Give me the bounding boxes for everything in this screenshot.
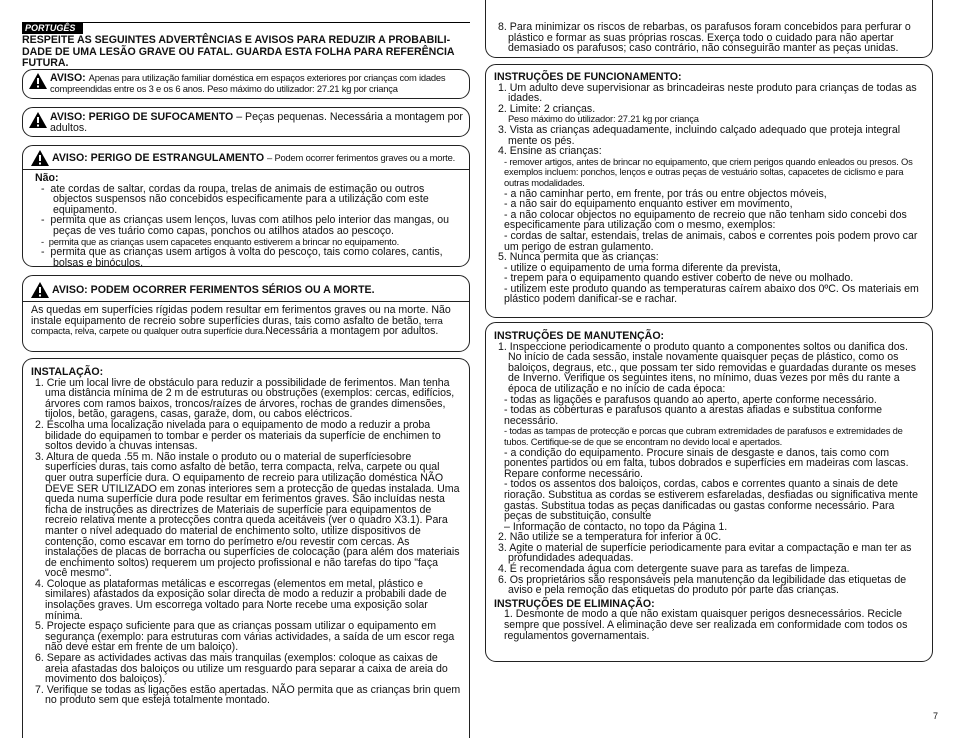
- operating-section: [485, 64, 933, 318]
- list-item: – Informação de contacto, no topo da Página 1.: [504, 520, 728, 533]
- warning-triangle-icon: [31, 282, 49, 298]
- list-item: - permita que as crianças usem capacetes enquanto estiverem a brincar no equipamento.: [41, 235, 400, 247]
- warning-box-choking: [22, 107, 470, 137]
- list-item: - todas as coberturas e parafusos quanto a arestas afiadas e substitua conforme necessário.: [504, 404, 883, 427]
- list-item: 3. Agite o material de superfície periodicamente para evitar a compactação e man ter as profundidades adequadas.: [498, 541, 912, 565]
- list-item: 1. Inspeccione periodicamente o produto quanto a componentes soltos ou danifica dos. No início de cada sessão, instale novamente quaisquer peças de plástico, como os baloiços, degraus, etc., que possam ter sido removidas e guardadas durante os meses de Inverno. Verifique os seguintes itens, no mínimo, duas vezes por mês du rante a época de utilização e no início de cada época:: [498, 340, 917, 395]
- installation-continued: [485, 0, 933, 58]
- warning-body: As quedas em superfícies rígidas podem resultar em ferimentos graves ou na morte. Não instale equipamento de recreio sobre superfícies duras, tais como asfalto de betão, terra compacta, relva, carpete ou qualquer outra superfície dura.Necessária a montagem por adultos.: [31, 304, 451, 338]
- section-title: INSTRUÇÕES DE FUNCIONAMENTO:: [494, 71, 682, 83]
- list-item: - utilizem este produto quando as temperaturas caírem abaixo dos 0ºC. Os materiais em plástico podem danificar-se e rachar.: [504, 282, 919, 306]
- warning-triangle-icon: [31, 150, 49, 166]
- list-item: 2. Escolha uma localização nivelada para o equipamento de modo a reduzir a proba bilidade do equipamen to tombar e perder os materiais da superfície de enchimen to soltos devido a chuvas intensas.: [35, 418, 441, 453]
- list-item: Peso máximo do utilizador: 27.21 kg por criança: [508, 113, 699, 125]
- list-item: - permita que as crianças usem artigos à volta do pescoço, tais como colares, cantis, bolsas e binóculos.: [41, 246, 443, 269]
- list-item: - todas as ligações e parafusos quando ao aperto, aperte conforme necessário.: [504, 393, 877, 406]
- list-item: 4. É recomendada água com detergente suave para as tarefas de limpeza.: [498, 563, 850, 576]
- divider: [23, 169, 469, 170]
- warning-text: – Podem ocorrer ferimentos graves ou a morte.: [267, 152, 456, 163]
- list-item: - a não sair do equipamento enquanto estiver em movimento,: [504, 198, 793, 211]
- nao-label: Não:: [35, 172, 59, 184]
- list-item: - permita que as crianças usem lenços, luvas com atilhos pelo interior das mangas, ou peças de ves tuário como capas, ponchos ou atilhos atados ao pescoço.: [41, 214, 450, 237]
- list-item: 6. Separe as actividades activas das mais tranquilas (exemplos: coloque as caixas de areia afastadas dos baloiços ou utilize um resguardo para separar a caixa de areia do movimento dos baloiços).: [35, 652, 448, 686]
- maintenance-section: [485, 322, 933, 662]
- warning-box-serious-injury: [22, 275, 470, 352]
- list-item: - a não caminhar perto, em frente, por trás ou entre objectos móveis,: [504, 187, 827, 200]
- list-item: 1. Desmonte de modo a que não existam quaisquer perigos desnecessários. Recicle sempre que possível. A eliminação deve ser realizada em conformidade com todos os regulamentos governamentais.: [504, 608, 908, 642]
- list-item: 1. Um adulto deve supervisionar as brincadeiras neste produto para crianças de todas as idades.: [498, 81, 917, 105]
- list-item: - cordas de saltar, estendais, trelas de animais, cabos e correntes pois podem provo car um perigo de estran gulamento.: [504, 229, 918, 253]
- language-tab: [22, 22, 470, 33]
- list-item: 5. Projecte espaço suficiente para que as crianças possam utilizar o equipamento em segurança (exemplo: para estruturas com várias actividades, a saída de um escor rega não deve estar em frente de um baloiço).: [35, 620, 455, 654]
- list-item: - a condição do equipamento. Procure sinais de desgaste e danos, tais como com ponentes partidos ou em falta, tubos dobrados e superfícies em madeiras com lascas. Repare conforme necessário.: [504, 446, 909, 480]
- list-item: 2. Não utilize se a temperatura for inferior a 0C.: [498, 531, 722, 544]
- warning-title: AVISO: PERIGO DE SUFOCAMENTO: [50, 111, 234, 123]
- list-item: 6. Os proprietários são responsáveis pela manutenção da legibilidade das etiquetas de aviso e pela remoção das etiquetas do produto por parte das crianças.: [498, 573, 907, 597]
- list-item: - trepem para o equipamento quando estiver coberto de neve ou molhado.: [504, 272, 854, 285]
- list-item: - remover artigos, antes de brincar no equipamento, que criem perigos quando enleados ou presos. Os exemplos incluem: ponchos, lenços e outras peças de vestuário soltas, capacetes de ciclismo e para outras modalidades.: [504, 155, 913, 188]
- warning-text: Apenas para utilização familiar doméstica em espaços exteriores por crianças com idades compreendidas entre os 3 e os 6 anos. Peso máximo do utilizador: 27.21 kg por criança: [50, 72, 446, 94]
- list-item: - todos os assentos dos baloiços, cordas, cabos e correntes quanto a sinais de dete rioração. Substitua as cordas se estiverem esfareladas, desfiadas ou significativa mente gastas. Substitua todas as peças danificadas ou gastas conforme necessário. Para peças de substituição, consulte: [504, 478, 918, 523]
- list-item: 3. Altura de queda .55 m. Não instale o produto ou o material de superfíciesobre superfícies duras, tais como asfalto de betão, terra compacta, relva, carpete ou qual quer outra superfície dura. O equipamento de recreio para utilização doméstica NÃO DEVE SER UTILIZADO em zonas interiores sem a protecção de quedas instalada. Uma queda numa superfície dura pode resultar em ferimentos graves. São incluídas nesta ficha de instruções as directrizes de Materiais de superfície para equipamentos de recreio relativa mente a protecções contra queda aceitáveis (ver o quadro X3.1). Para manter o nível adequado do material de enchimento solto, utilize dispositivos de contenção, como escavar em torno do perímetro e/ou revestir com cercas. As instalações de placas de borracha ou superfícies de colocação (para além dos materiais de enchimento soltos) requerem um projecto profissional e não tarefas do tipo "faça você mesmo".: [35, 450, 460, 580]
- warning-triangle-icon: [29, 73, 47, 89]
- language-label: PORTUGÊS: [22, 23, 83, 34]
- warning-title: AVISO:: [50, 72, 86, 84]
- warning-box-strangulation: [22, 145, 470, 267]
- list-item: - todas as tampas de protecção e porcas que cubram extremidades de parafusos e extremidades de tubos. Certifique-se de que se encontram no devido local e apertados.: [504, 425, 903, 447]
- list-item: - utilize o equipamento de uma forma diferente da prevista,: [504, 261, 781, 274]
- section-title: INSTRUÇÕES DE MANUTENÇÃO:: [494, 330, 665, 342]
- section-title: INSTRUÇÕES DE ELIMINAÇÃO:: [494, 597, 655, 610]
- warning-triangle-icon: [29, 112, 47, 128]
- divider: [23, 301, 469, 302]
- list-item: - ate cordas de saltar, cordas da roupa, trelas de animais de estimação ou outros objectos suspensos não concebidos especificamente para a utilização com este equipamento.: [41, 182, 429, 216]
- page-number: 7: [932, 711, 938, 722]
- list-item: 1. Crie um local livre de obstáculo para reduzir a possibilidade de ferimentos. Man tenha uma distância mínima de 2 m de estruturas ou obstruções (exemplos: cercas, edifícios, árvores com ramos baixos, troncos/raízes de árvores, rochas de grandes dimensões, tijolos, betão, garagens, casas, garaže, dom, ou cabos eléctricos.: [35, 376, 455, 421]
- warning-title: AVISO: PERIGO DE ESTRANGULAMENTO: [52, 152, 265, 164]
- list-item: 2. Limite: 2 crianças.: [498, 102, 596, 115]
- list-item: - a não colocar objectos no equipamento de recreio que não tenham sido concebi dos especificamente para utilização com o mesmo, exemplos:: [504, 208, 907, 232]
- warning-text: – Peças pequenas. Necessária a montagem por adultos.: [50, 111, 463, 134]
- list-item: 5. Nunca permita que as crianças:: [498, 251, 659, 264]
- list-item: 4. Ensine as crianças:: [498, 145, 602, 158]
- section-title: INSTALAÇÃO:: [31, 366, 104, 378]
- list-item: 8. Para minimizar os riscos de rebarbas, os parafusos foram concebidos para perfurar o plástico e formar as suas próprias roscas. Exerça todo o cuidado para não apertar demasiado os parafusos; caso contrário, não conseguirão manter as peças unidas.: [498, 21, 911, 55]
- list-item: 3. Vista as crianças adequadamente, incluindo calçado adequado que proteja integral mente os pés.: [498, 123, 901, 147]
- list-item: 7. Verifique se todas as ligações estão apertadas. NÃO permita que as crianças brin quem no produto sem que esteja totalmente montado.: [35, 683, 461, 707]
- list-item: 4. Coloque as plataformas metálicas e escorregas (elementos em metal, plástico e similares) afastados da exposição solar directa de modo a reduzir a probabili dade de insolações graves. Um escorrega voltado para Norte recebe uma exposição solar mínima.: [35, 577, 447, 622]
- warning-title: AVISO: PODEM OCORRER FERIMENTOS SÉRIOS OU A MORTE.: [52, 284, 375, 296]
- installation-section: [22, 358, 470, 738]
- warning-box-use: [22, 69, 470, 99]
- main-headline: RESPEITE AS SEGUINTES ADVERTÊNCIAS E AVISOS PARA REDUZIR A PROBABILI-DADE DE UMA LESÃO GRAVE OU FATAL. GUARDA ESTA FOLHA PARA REFERÊNCIA FUTURA.: [22, 34, 455, 69]
